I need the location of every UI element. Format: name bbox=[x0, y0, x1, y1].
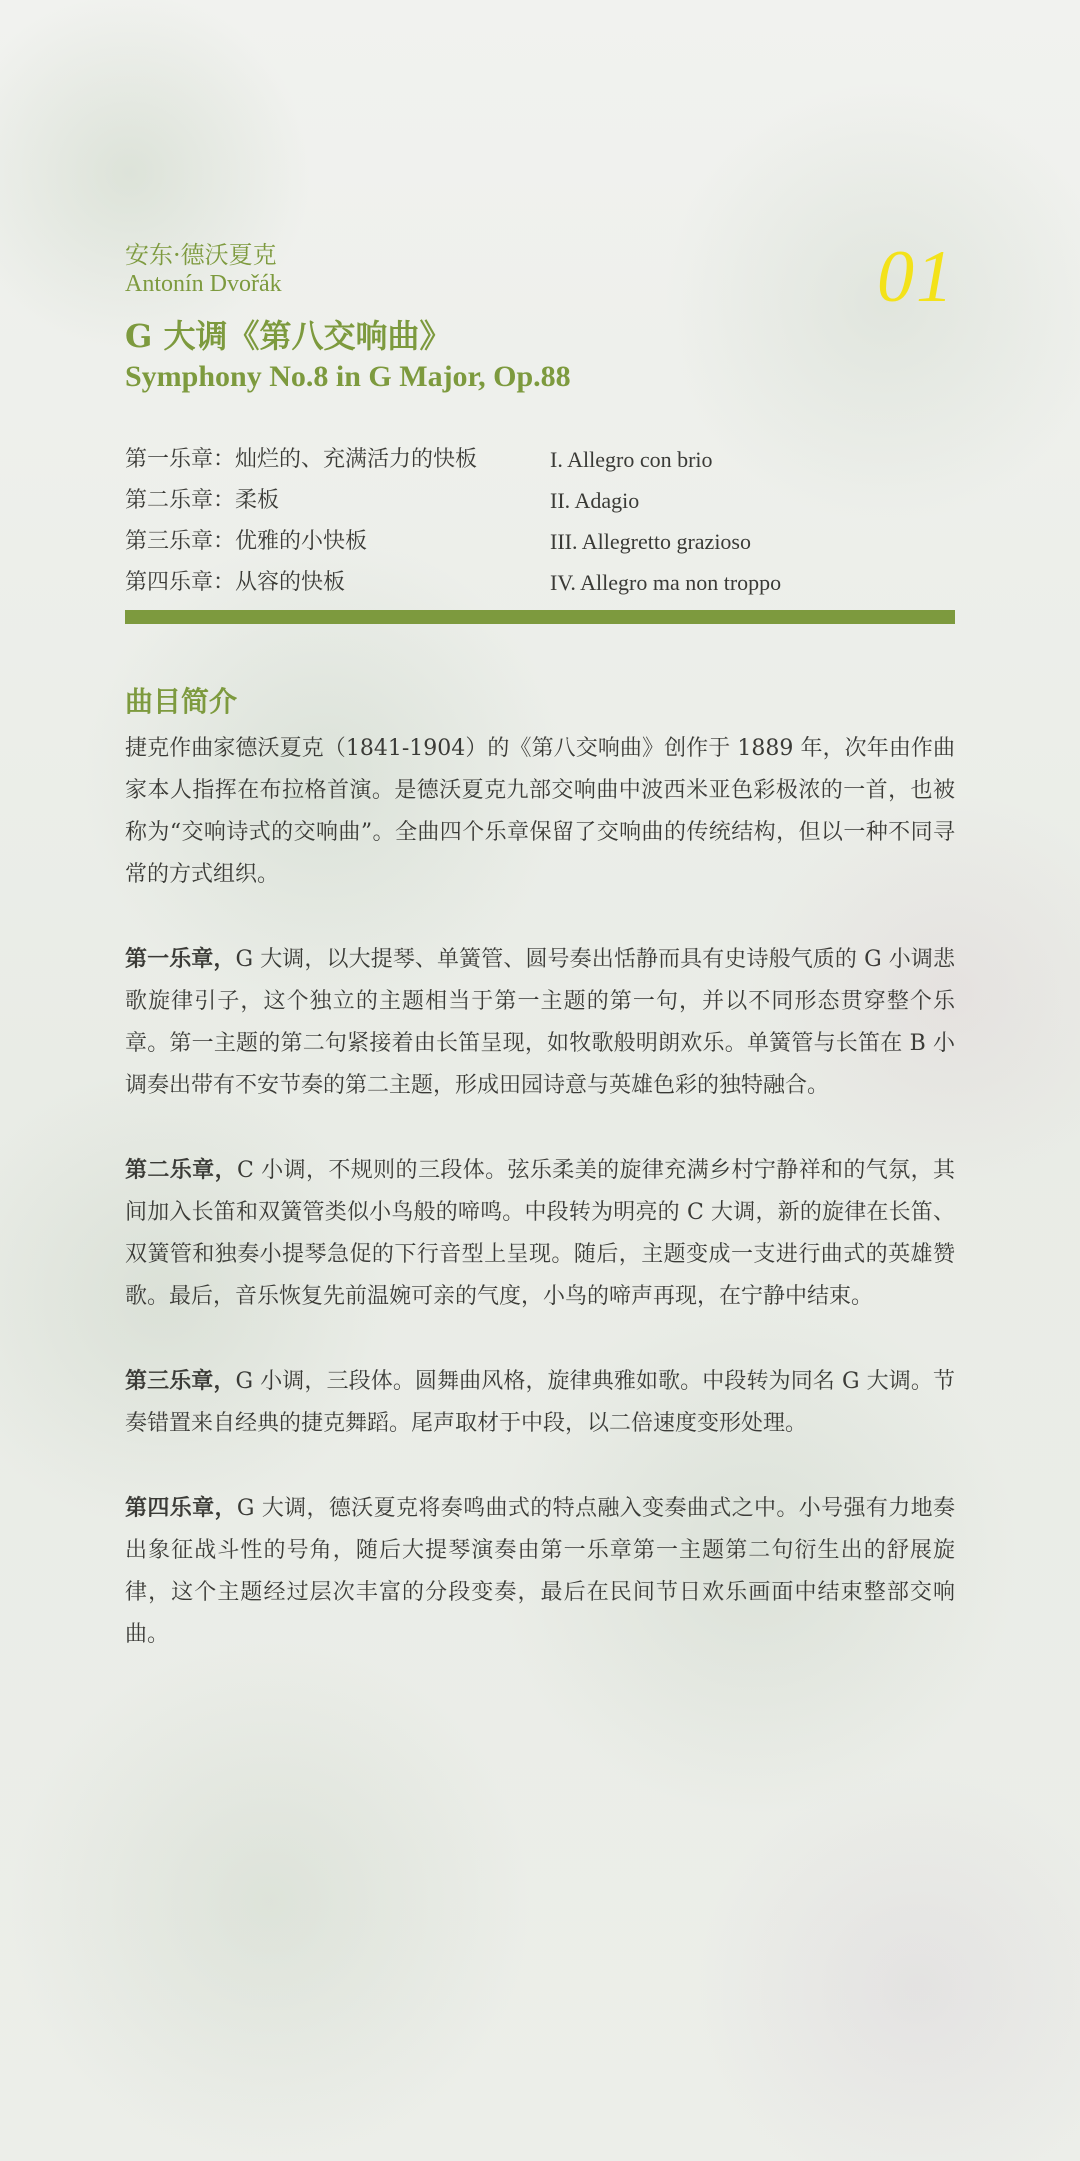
movement-description-text: G 大调，以大提琴、单簧管、圆号奏出恬静而具有史诗般气质的 G 小调悲歌旋律引子，这个独立的主题相当于第一主题的第一句，并以不同形态贯穿整个乐章。第一主题的第二句紧接着由长笛呈现，如牧歌般明朗欢乐。单簧管与长笛在 B 小调奏出带有不安节奏的第二主题，形成田园诗意与英雄色彩的独特融合。 bbox=[125, 947, 955, 1098]
movement-description bbox=[125, 1149, 955, 1318]
composer-name-en: Antonín Dvořák bbox=[125, 271, 282, 297]
movement-description bbox=[125, 1487, 955, 1656]
movement-list bbox=[125, 440, 955, 610]
movement-description-lead: 第三乐章， bbox=[125, 1368, 236, 1394]
movement-description-text: C 小调，不规则的三段体。弦乐柔美的旋律充满乡村宁静祥和的气氛，其间加入长笛和双簧管类似小鸟般的啼鸣。中段转为明亮的 C 大调，新的旋律在长笛、双簧管和独奏小提琴急促的下行音型上呈现。随后，主题变成一支进行曲式的英雄赞歌。最后，音乐恢复先前温婉可亲的气度，小鸟的啼声再现，在宁静中结束。 bbox=[125, 1158, 955, 1309]
movement-description-text: G 小调，三段体。圆舞曲风格，旋律典雅如歌。中段转为同名 G 大调。节奏错置来自经典的捷克舞蹈。尾声取材于中段，以二倍速度变形处理。 bbox=[125, 1369, 955, 1436]
movement-description-lead: 第二乐章， bbox=[125, 1157, 237, 1183]
intro-paragraph: 捷克作曲家德沃夏克（1841-1904）的《第八交响曲》创作于 1889 年，次年由作曲家本人指挥在布拉格首演。是德沃夏克九部交响曲中波西米亚色彩极浓的一首，也被称为“交响诗式的交响曲”。全曲四个乐章保留了交响曲的传统结构，但以一种不同寻常的方式组织。 bbox=[125, 736, 955, 887]
movement-name-en: III. Allegretto grazioso bbox=[550, 529, 751, 554]
movement-description-lead: 第一乐章， bbox=[125, 946, 236, 972]
movement-name-en: I. Allegro con brio bbox=[550, 447, 713, 472]
movement-name-cn: 第一乐章：灿烂的、充满活力的快板 bbox=[125, 447, 478, 472]
program-page bbox=[125, 236, 955, 1656]
movement-name-en: II. Adagio bbox=[550, 488, 640, 513]
piece-title-en: Symphony No.8 in G Major, Op.88 bbox=[125, 360, 571, 393]
movement-name-cn: 第四乐章：从容的快板 bbox=[125, 570, 346, 595]
piece-title-cn: G 大调《第八交响曲》 bbox=[125, 317, 452, 355]
movement-description bbox=[125, 1360, 955, 1445]
movement-description bbox=[125, 938, 955, 1107]
piece-number: 01 bbox=[877, 236, 955, 318]
movement-row bbox=[125, 563, 955, 603]
section-title: 曲目简介 bbox=[125, 685, 238, 718]
movement-row bbox=[125, 522, 955, 562]
movement-description-lead: 第四乐章， bbox=[125, 1495, 237, 1521]
movement-description-text: G 大调，德沃夏克将奏鸣曲式的特点融入变奏曲式之中。小号强有力地奏出象征战斗性的号角，随后大提琴演奏由第一乐章第一主题第二句衍生出的舒展旋律，这个主题经过层次丰富的分段变奏，最后在民间节日欢乐画面中结束整部交响曲。 bbox=[125, 1496, 955, 1647]
composer-name-cn: 安东·德沃夏克 bbox=[125, 241, 277, 269]
section-divider bbox=[125, 610, 955, 624]
movement-row bbox=[125, 440, 955, 480]
movement-name-en: IV. Allegro ma non troppo bbox=[550, 570, 782, 595]
movement-name-cn: 第二乐章：柔板 bbox=[125, 488, 280, 513]
movement-name-cn: 第三乐章：优雅的小快板 bbox=[125, 529, 368, 554]
movement-row bbox=[125, 481, 955, 521]
